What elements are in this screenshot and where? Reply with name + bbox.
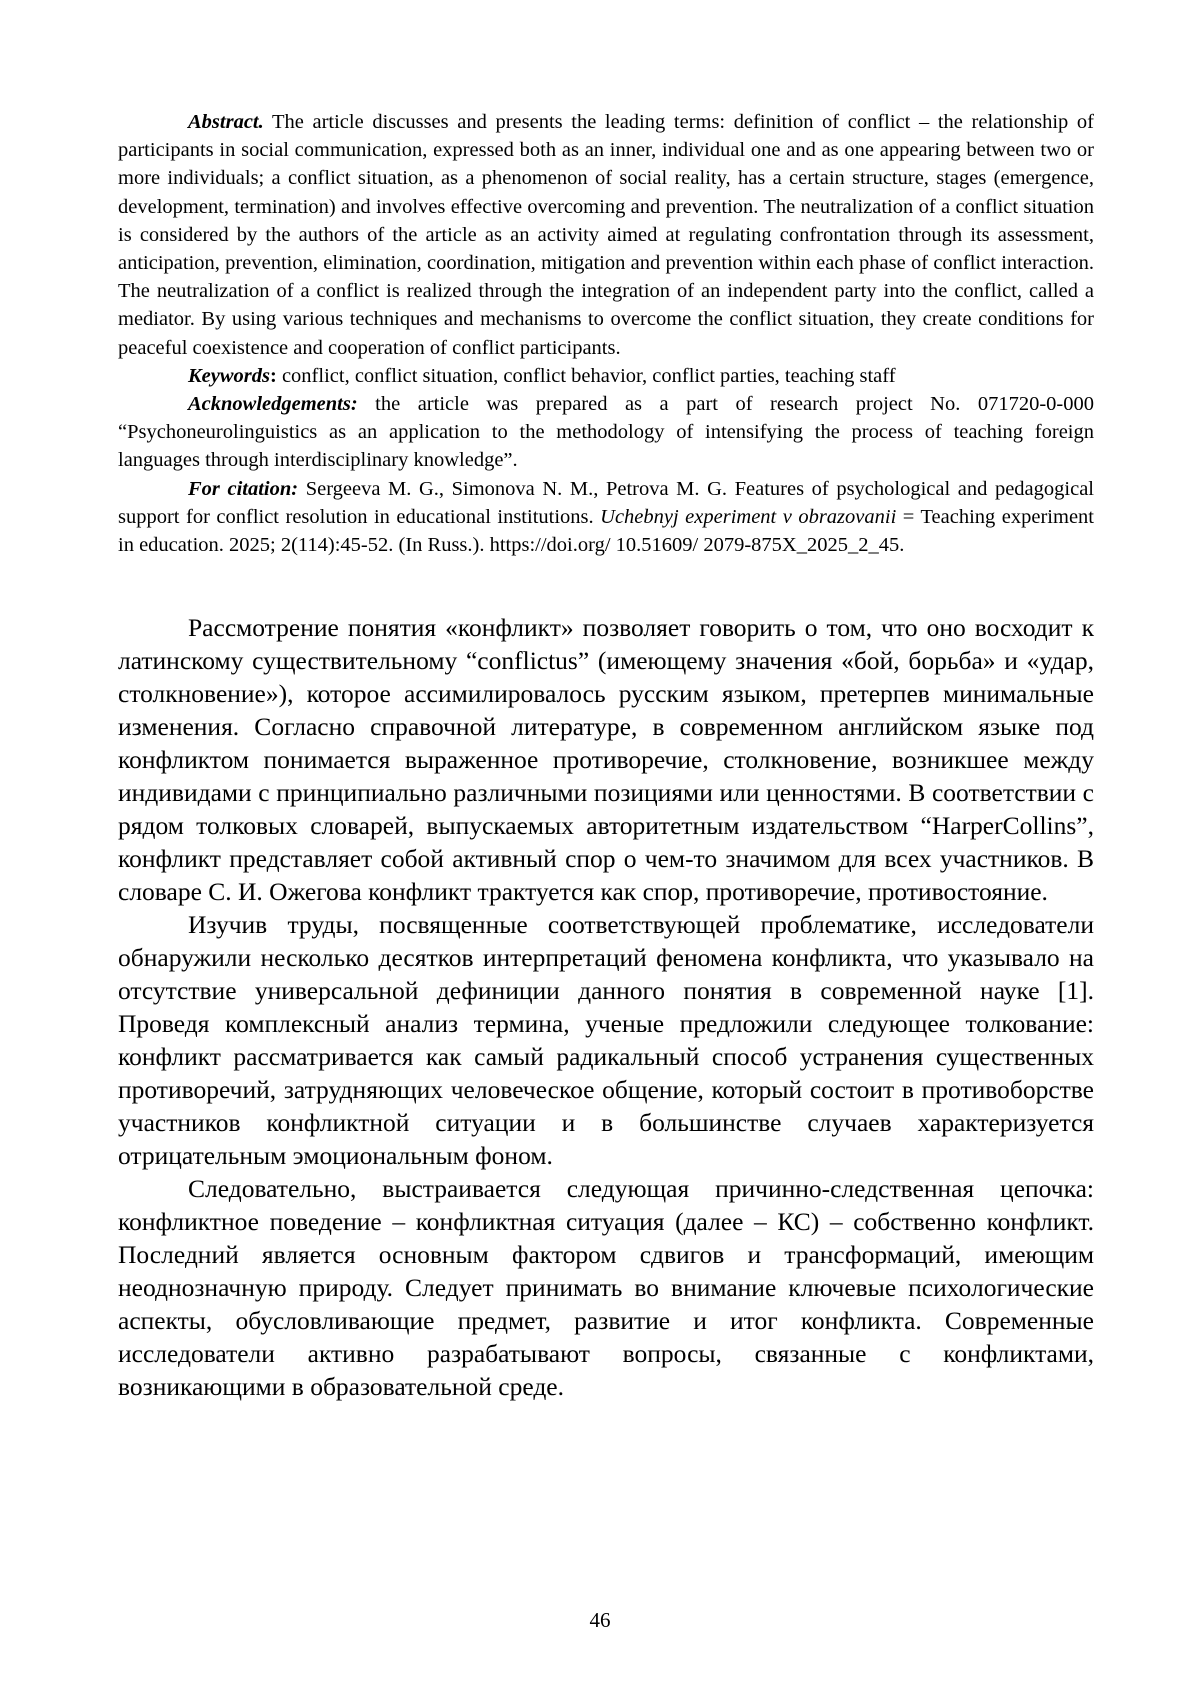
abstract-label: Abstract. <box>188 111 264 133</box>
page-content <box>118 108 1094 1403</box>
citation-journal-ru: Uchebnyj experiment v obrazovanii <box>600 505 897 528</box>
citation-journal-en: = Teaching experiment in education. 2025; 2(114):45-52. (In Russ.). https://doi.org/ 10.51609/ 2079-875X_2025_2_45. <box>118 505 1094 557</box>
abstract-text: The article discusses and presents the leading terms: definition of conflict – the relationship of participants in social communication, expressed both as an inner, individual one and as one appearing between two or more individuals; a conflict situation, as a phenomenon of social reality, has a certain structure, stages (emergence, development, termination) and involves effective overcoming and prevention. The neutralization of a conflict situation is considered by the authors of the article as an activity aimed at regulating confrontation through its assessment, anticipation, prevention, elimination, coordination, mitigation and prevention within each phase of conflict interaction. The neutralization of a conflict is realized through the integration of an independent party into the conflict, called a mediator. By using various techniques and mechanisms to overcome the conflict situation, they create conditions for peaceful coexistence and cooperation of conflict participants. <box>118 111 1094 359</box>
body-text <box>118 611 1094 1403</box>
abstract-paragraph <box>118 108 1094 362</box>
acknowledgements-text: the article was prepared as a part of research project No. 071720-0-000 “Psychoneurolinguistics as an application to the methodology of intensifying the process of teaching foreign languages through interdisciplinary knowledge”. <box>118 393 1094 472</box>
acknowledgements-label: Acknowledgements: <box>188 393 358 416</box>
abstract-section <box>118 108 1094 559</box>
body-paragraph-2: Изучив труды, посвященные соответствующей проблематике, исследователи обнаружили несколько десятков интерпретаций феномена конфликта, что указывало на отсутствие универсальной дефиниции данного понятия в современной науке [1]. Проведя комплексный анализ термина, ученые предложили следующее толкование: конфликт рассматривается как самый радикальный способ устранения существенных противоречий, затрудняющих человеческое общение, который состоит в противоборстве участников конфликтной ситуации и в большинстве случаев характеризуется отрицательным эмоциональным фоном. <box>118 910 1094 1171</box>
citation-label: For citation: <box>188 477 299 500</box>
body-paragraph-3: Следовательно, выстраивается следующая причинно-следственная цепочка: конфликтное поведение – конфликтная ситуация (далее – КС) – собственно конфликт. Последний является основным фактором сдвигов и трансформаций, имеющим неоднозначную природу. Следует принимать во внимание ключевые психологические аспекты, обусловливающие предмет, развитие и итог конфликта. Современные исследователи активно разрабатывают вопросы, связанные с конфликтами, возникающими в образовательной среде. <box>118 1174 1094 1402</box>
citation-paragraph <box>118 475 1094 560</box>
body-paragraph-1: Рассмотрение понятия «конфликт» позволяет говорить о том, что оно восходит к латинскому существительному “conflictus” (имеющему значения «бой, борьба» и «удар, столкновение»), которое ассимилировалось русским языком, претерпев минимальные изменения. Согласно справочной литературе, в современном английском языке под конфликтом понимается выраженное противоречие, столкновение, возникшее между индивидами с принципиально различными позициями или ценностями. В соответствии с рядом толковых словарей, выпускаемых авторитетным издательством “HarperCollins”, конфликт представляет собой активный спор о чем-то значимом для всех участников. В словаре С. И. Ожегова конфликт трактуется как спор, противоречие, противостояние. <box>118 613 1094 907</box>
citation-authors-title: Sergeeva M. G., Simonova N. M., Petrova M. G. Features of psychological and pedagogical support for conflict resolution in educational institutions. <box>118 477 1094 528</box>
page-number: 46 <box>589 1608 611 1632</box>
keywords-label: Keywords <box>188 364 270 387</box>
acknowledgements-paragraph <box>118 390 1094 475</box>
keywords-text: conflict, conflict situation, conflict behavior, conflict parties, teaching staff <box>276 364 896 387</box>
keywords-colon: : <box>270 364 277 387</box>
keywords-paragraph <box>118 362 1094 390</box>
